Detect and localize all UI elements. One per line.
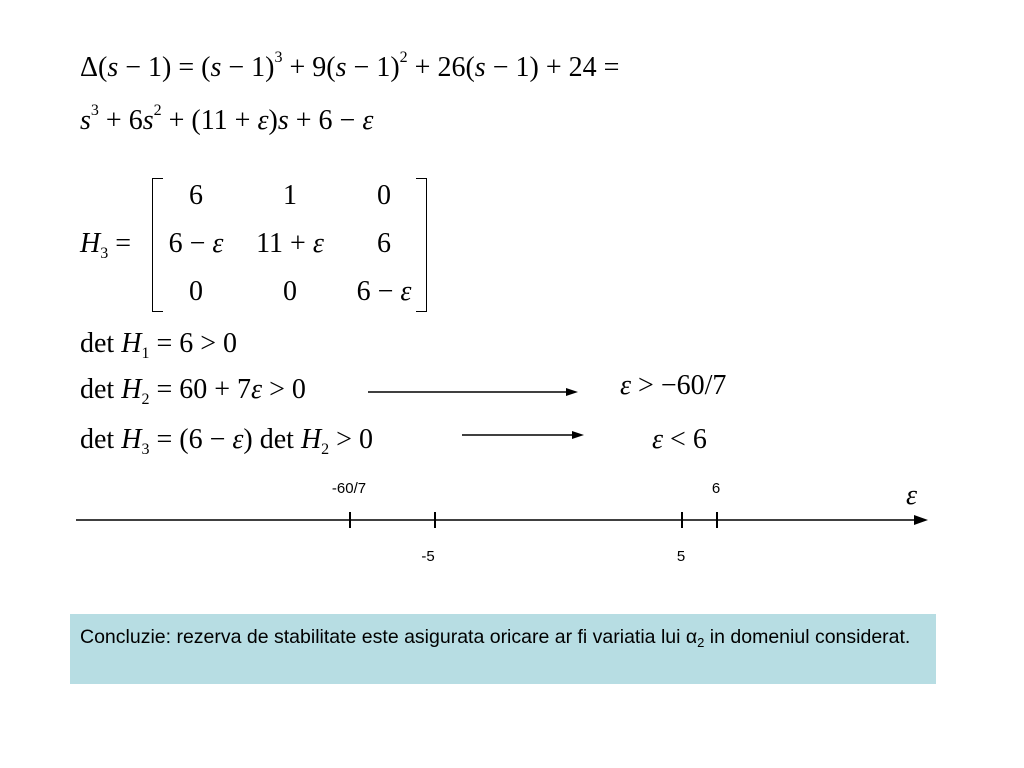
result-det2: ε > −60/7	[620, 370, 727, 401]
matrix-left-bracket	[152, 178, 163, 312]
label-minus-60-7: -60/7	[331, 480, 367, 497]
matrix-right-bracket	[416, 178, 427, 312]
matrix-cell-r2c3: 6	[377, 228, 391, 259]
conclusion-box	[70, 614, 936, 684]
matrix-cell-r1c1: 6	[189, 180, 203, 211]
det-h2: $\det H_2 = 60 + 7\varepsilon > 0$	[80, 374, 306, 408]
matrix-cell-r1c2: 1	[283, 180, 297, 211]
matrix-cell-r1c3: 0	[377, 180, 391, 211]
matrix-cell-r2c1: 6 − ε	[168, 228, 224, 259]
tick-minus-60-7	[349, 512, 351, 528]
result-det3: ε < 6	[652, 424, 707, 455]
matrix-label: $H_3$ =	[80, 228, 132, 262]
tick-6	[716, 512, 718, 528]
arrow-det3	[462, 427, 584, 443]
label-6: 6	[711, 480, 721, 497]
matrix-cell-r3c2: 0	[283, 276, 297, 307]
label-5: 5	[676, 548, 686, 565]
det-h3: $\det H_3 = (6 - \varepsilon)$ $\det H_2 > 0$	[80, 424, 373, 458]
axis-label-epsilon	[906, 482, 917, 510]
number-line	[76, 512, 928, 528]
arrow-det2	[368, 384, 578, 400]
axis-label-epsilon-text: ε	[906, 480, 918, 511]
label-minus-5: -5	[421, 548, 435, 565]
det-h1: $\det H_1 = 6 > 0$	[80, 328, 238, 362]
conclusion-subscript: 2	[697, 635, 705, 650]
tick-minus-5	[434, 512, 436, 528]
tick-5	[681, 512, 683, 528]
conclusion-text: Concluzie: rezerva de stabilitate este asigurata oricare ar fi variatia lui α	[80, 626, 698, 648]
matrix-cell-r2c2: 11 + ε	[256, 228, 324, 259]
matrix-cell-r3c3: 6 − ε	[356, 276, 412, 307]
conclusion-text-end: in domeniul considerat.	[704, 626, 911, 648]
matrix-cell-r3c1: 0	[189, 276, 203, 307]
equation-delta-line1: $\Delta(s - 1) = (s - 1)^3 + 9(s - 1)^2 + 26(s - 1) + 24$ =	[80, 49, 620, 83]
equation-delta-line2: $s^3 + 6s^2 + (11 + \varepsilon)s + 6 - \varepsilon$	[80, 102, 374, 136]
